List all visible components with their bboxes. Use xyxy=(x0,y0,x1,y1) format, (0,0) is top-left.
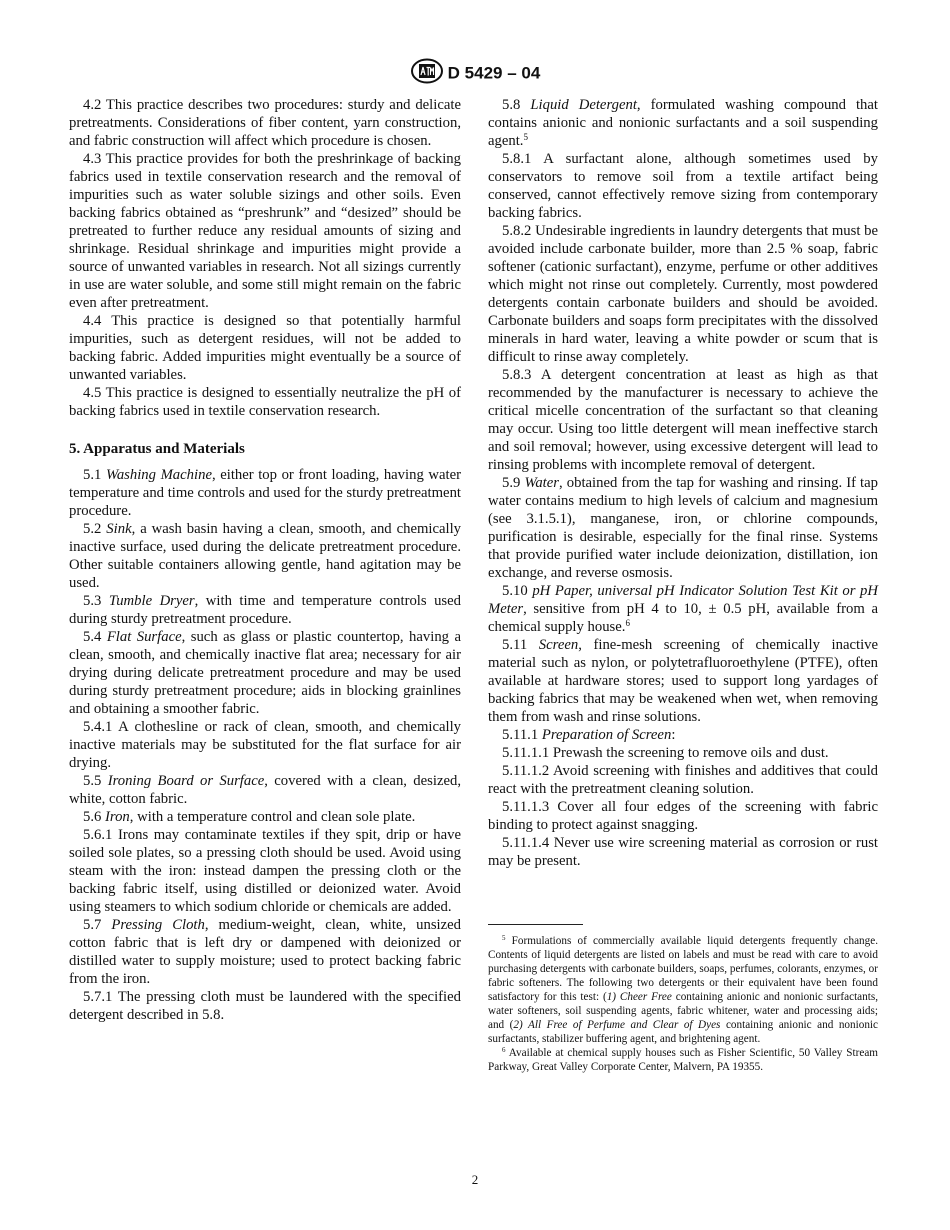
paragraph-4-2: 4.2 This practice describes two procedures: sturdy and delicate pretreatments. Considerations of fiber content, yarn construction, and fabric construction will affect which procedure is chosen. xyxy=(69,97,461,149)
footnote-6: $^6$ Available at chemical supply houses such as Fisher Scientific, 50 Valley Stream Parkway, Great Valley Corporate Center, Malvern, PA 19355. xyxy=(488,1046,878,1073)
left-column xyxy=(69,96,461,1024)
right-column xyxy=(488,96,878,870)
paragraph-5-11: 5.11 Screen, fine-mesh screening of chemically inactive material such as nylon, or polytetrafluoroethylene (PTFE), often available at hardware stores; used to support long yardages of backing fabrics that may be weakened when wet, when removing them from wash and rinse solutions. xyxy=(488,637,879,725)
paragraph-5-10: 5.10 pH Paper, universal pH Indicator Solution Test Kit or pH Meter, sensitive from pH 4 to 10, ± 0.5 pH, available from a chemical supply house.$^6$ xyxy=(488,583,878,635)
footnote-ref-6[interactable]: 6 xyxy=(625,618,630,628)
paragraph-5-1: 5.1 Washing Machine, either top or front loading, having water temperature and time controls and used for the sturdy pretreatment procedure. xyxy=(69,467,461,519)
paragraph-5-7: 5.7 Pressing Cloth, medium-weight, clean, white, unsized cotton fabric that is left dry or dampened with deionized or distilled water to supply moisture; used to protect backing fabric from the iron. xyxy=(69,917,461,987)
footnote-ref-5[interactable]: 5 xyxy=(523,132,528,142)
paragraph-5-9: 5.9 Water, obtained from the tap for washing and rinsing. If tap water contains medium to high levels of calcium and magnesium (see 3.1.5.1), manganese, iron, or chlorine compounds, purification is desirable, especially for the final rinse. Systems that provide purified water include deionization, distillation, ion exchange, and reverse osmosis. xyxy=(488,475,879,581)
standard-designation: D 5429 – 04 xyxy=(447,63,541,83)
paragraph-5-7-1: 5.7.1 The pressing cloth must be laundered with the specified detergent described in 5.8. xyxy=(69,989,461,1023)
paragraph-5-5: 5.5 Ironing Board or Surface, covered with a clean, desized, white, cotton fabric. xyxy=(69,773,462,807)
footnote-5: $^5$ Formulations of commercially available liquid detergents frequently change. Contents of liquid detergents are listed on labels and must be read with care to avoid purchasing detergents with carbonate builders, soaps, perfumes, colorants, enzymes, or fabric softeners. The following two detergents or their equivalent have been found satisfactory for this test: (1) Cheer Free containing anionic and nonionic surfactants, water softeners, soil suspending agents, fabric whitener, water and processing aids; and (2) All Free of Perfume and Clear of Dyes containing anionic and nonionic surfactants, stabilizer buffering agent, and brightening agent. xyxy=(488,934,878,1045)
paragraph-5-8: 5.8 Liquid Detergent, formulated washing compound that contains anionic and nonionic surfactants and a soil suspending agent.$^5$ xyxy=(488,97,878,149)
paragraph-5-11-1: 5.11.1 Preparation of Screen: xyxy=(502,727,676,743)
section-5-heading: 5. Apparatus and Materials xyxy=(69,441,245,457)
paragraph-5-3: 5.3 Tumble Dryer, with time and temperature controls used during sturdy pretreatment procedure. xyxy=(69,593,462,627)
paragraph-5-11-1-1: 5.11.1.1 Prewash the screening to remove oils and dust. xyxy=(502,745,829,761)
paragraph-5-6-1: 5.6.1 Irons may contaminate textiles if they spit, drip or have soiled sole plates, so a pressing cloth should be used. Avoid using steam with the iron: instead dampen the pressing cloth or the backing fabric itself, using distilled or deionized water. Avoid using steamers to which sodium chloride or chemicals are added. xyxy=(69,827,461,915)
paragraph-4-4: 4.4 This practice is designed so that potentially harmful impurities, such as detergent residues, will not be added to backing fabric. Added impurities might eventually be a source of unwanted variables. xyxy=(69,313,461,383)
astm-logo-icon xyxy=(410,58,444,89)
paragraph-5-8-1: 5.8.1 A surfactant alone, although sometimes used by conservators to remove soil from a textile artifact being conserved, cannot effectively remove sizing from contemporary backing fabrics. xyxy=(488,151,878,221)
paragraph-5-4: 5.4 Flat Surface, such as glass or plastic countertop, having a clean, smooth, and chemically inactive flat area; necessary for air drying during delicate pretreatment procedure and may be used during sturdy pretreatment procedure; aids in blocking grainlines and obtaining a smoother fabric. xyxy=(69,629,461,717)
paragraph-5-11-1-4: 5.11.1.4 Never use wire screening material as corrosion or rust may be present. xyxy=(488,835,878,869)
paragraph-5-4-1: 5.4.1 A clothesline or rack of clean, smooth, and chemically inactive materials may be substituted for the flat surface for air drying. xyxy=(69,719,461,771)
footnote-divider xyxy=(488,924,583,925)
paragraph-4-3: 4.3 This practice provides for both the preshrinkage of backing fabrics used in textile conservation research and the removal of impurities such as water soluble sizings and other soils. Even backing fabrics obtained as “preshrunk” and “desized” should be pretreated to further reduce any residual amounts of sizing and shrinkage. Residual shrinkage and impurities might provide a source of unwanted variables in research. Not all sizings currently in use are water soluble, and some still might remain on the fabric even after pretreatment. xyxy=(69,151,461,311)
paragraph-5-11-1-3: 5.11.1.3 Cover all four edges of the screening with fabric binding to protect against snagging. xyxy=(488,799,878,833)
paragraph-5-6: 5.6 Iron, with a temperature control and clean sole plate. xyxy=(83,809,416,825)
paragraph-5-11-1-2: 5.11.1.2 Avoid screening with finishes and additives that could react with the pretreatment cleaning solution. xyxy=(488,763,878,797)
page-header xyxy=(0,58,950,89)
paragraph-5-2: 5.2 Sink, a wash basin having a clean, smooth, and chemically inactive surface, used during the delicate pretreatment procedure. Other suitable containers allowing gentle, hand agitation may be used. xyxy=(69,521,462,591)
footnotes xyxy=(488,924,878,1074)
paragraph-5-8-3: 5.8.3 A detergent concentration at least as high as that recommended by the manufacturer is necessary to achieve the critical micelle concentration of the surfactant so that cleaning may occur. Using too little detergent will mean ineffective starch and soil removal; however, using excessive detergent will lead to rinsing problems with incomplete removal of detergent. xyxy=(488,367,878,473)
page-number: 2 xyxy=(471,1172,479,1187)
paragraph-4-5: 4.5 This practice is designed to essentially neutralize the pH of backing fabrics used in textile conservation research. xyxy=(69,385,461,419)
paragraph-5-8-2: 5.8.2 Undesirable ingredients in laundry detergents that must be avoided include carbonate builder, more than 2.5 % soap, fabric softener (cationic surfactant), enzyme, perfume or other additives which might not rinse out completely. Currently, most powdered detergents contain carbonate builders and should be avoided. Carbonate builders and soaps form precipitates with the dissolved minerals in hard water, leaving a white powder or scum that is difficult to rinse away completely. xyxy=(488,223,878,365)
